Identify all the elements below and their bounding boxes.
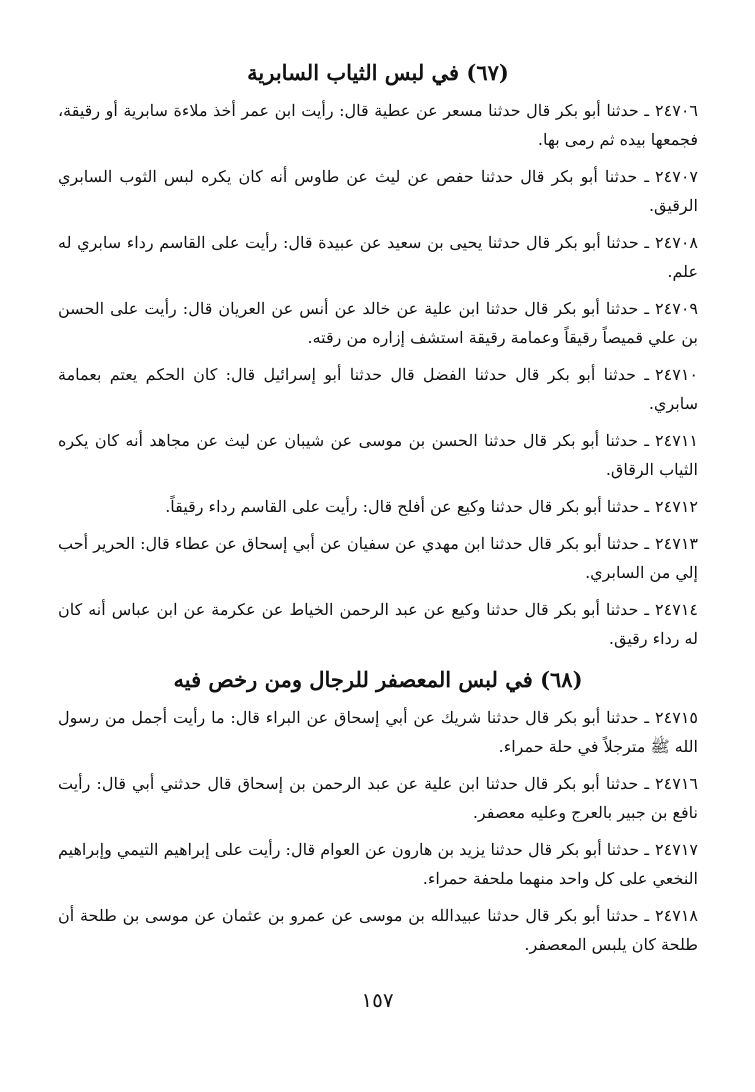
hadith-entry (58, 769, 698, 827)
hadith-number: ٢٤٧٠٦ (655, 101, 698, 120)
hadith-number: ٢٤٧١٣ (655, 534, 698, 553)
hadith-entry (58, 294, 698, 352)
hadith-entry (58, 228, 698, 286)
section-heading-68: (٦٨) في لبس المعصفر للرجال ومن رخص فيه (173, 667, 583, 692)
hadith-text: ـ حدثنا أبو بكر قال حدثنا وكيع عن أفلح قال: رأيت على القاسم رداء رقيقاً. (165, 497, 650, 516)
hadith-entry (58, 703, 698, 761)
page-number: ١٥٧ (361, 988, 394, 1012)
hadith-text: ـ حدثنا أبو بكر قال حدثنا ابن مهدي عن سفيان عن أبي إسحاق عن عطاء قال: الحرير أحب إلي من السابري. (58, 534, 698, 582)
hadith-entry (58, 96, 698, 154)
hadith-text: ـ حدثنا أبو بكر قال حدثنا ابن علية عن خالد عن أنس عن العريان قال: رأيت على الحسن بن علي قميصاً رقيقاً وعمامة رقيقة استشف إزاره من رقته. (58, 299, 698, 347)
hadith-number: ٢٤٧٠٩ (655, 299, 698, 318)
hadith-number: ٢٤٧١٧ (655, 840, 698, 859)
hadith-text: ـ حدثنا أبو بكر قال حدثنا عبيدالله بن موسى عن عمرو بن عثمان عن موسى بن طلحة أن طلحة كان يلبس المعصفر. (58, 906, 698, 954)
hadith-entry (58, 360, 698, 418)
hadith-number: ٢٤٧١١ (655, 431, 698, 450)
hadith-number: ٢٤٧٠٧ (655, 167, 698, 186)
hadith-entry (58, 162, 698, 220)
hadith-number: ٢٤٧١٢ (655, 497, 698, 516)
hadith-entry (58, 595, 698, 653)
page-body (58, 58, 698, 967)
hadith-number: ٢٤٧١٦ (655, 774, 698, 793)
hadith-text: ـ حدثنا أبو بكر قال حدثنا الحسن بن موسى عن شيبان عن ليث عن مجاهد أنه كان يكره الثياب الرقاق. (58, 431, 698, 479)
hadith-text: ـ حدثنا أبو بكر قال حدثنا يحيى بن سعيد عن عبيدة قال: رأيت على القاسم رداء سابري له علم. (58, 233, 698, 281)
hadith-text: ـ حدثنا أبو بكر قال حدثنا الفضل قال حدثنا أبو إسرائيل قال: كان الحكم يعتم بعمامة سابري. (58, 365, 698, 413)
hadith-number: ٢٤٧١٤ (655, 600, 698, 619)
hadith-entry (58, 492, 698, 521)
hadith-entry (58, 835, 698, 893)
hadith-entry (58, 901, 698, 959)
hadith-text: ـ حدثنا أبو بكر قال حدثنا شريك عن أبي إسحاق عن البراء قال: ما رأيت أجمل من رسول الله ﷺ مترجلاً في حلة حمراء. (58, 708, 698, 756)
hadith-text: ـ حدثنا أبو بكر قال حدثنا مسعر عن عطية قال: رأيت ابن عمر أخذ ملاءة سابرية أو رقيقة، فجمعها بيده ثم رمى بها. (58, 101, 698, 149)
hadith-text: ـ حدثنا أبو بكر قال حدثنا ابن علية عن عبد الرحمن بن إسحاق قال حدثني أبي قال: رأيت نافع بن جبير بالعرج وعليه معصفر. (58, 774, 698, 822)
hadith-number: ٢٤٧٠٨ (655, 233, 698, 252)
hadith-text: ـ حدثنا أبو بكر قال حدثنا يزيد بن هارون عن العوام قال: رأيت على إبراهيم التيمي وإبراهيم النخعي على كل واحد منهما ملحفة حمراء. (58, 840, 698, 888)
hadith-text: ـ حدثنا أبو بكر قال حدثنا وكيع عن عبد الرحمن الخياط عن عكرمة عن ابن عباس أنه كان له رداء رقيق. (58, 600, 698, 648)
hadith-number: ٢٤٧١٥ (655, 708, 698, 727)
section-heading-67: (٦٧) في لبس الثياب السابرية (247, 60, 509, 85)
hadith-entry (58, 529, 698, 587)
hadith-number: ٢٤٧١٨ (655, 906, 698, 925)
hadith-entry (58, 426, 698, 484)
hadith-number: ٢٤٧١٠ (655, 365, 698, 384)
hadith-text: ـ حدثنا أبو بكر قال حدثنا حفص عن ليث عن طاوس أنه كان يكره لبس الثوب السابري الرقيق. (58, 167, 698, 215)
